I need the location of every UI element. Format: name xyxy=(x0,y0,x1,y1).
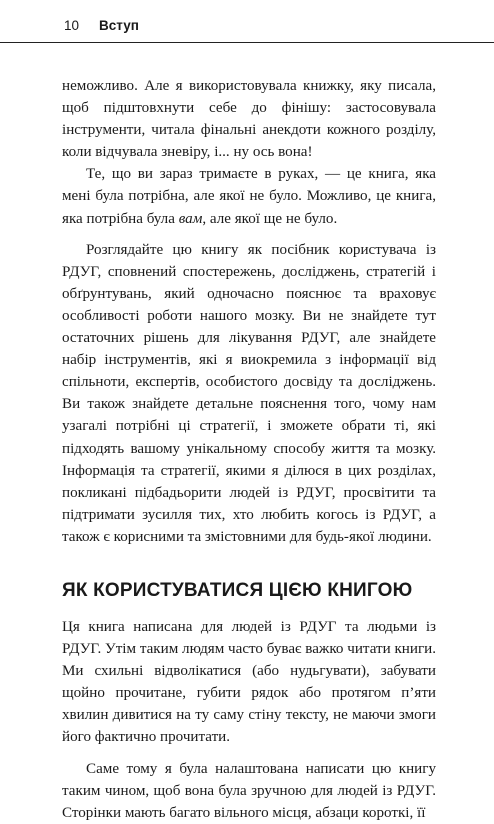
running-header xyxy=(64,18,139,40)
paragraph-2 xyxy=(62,163,436,229)
paragraph-2-text-b: , але якої ще не було. xyxy=(202,210,338,227)
paragraph-4: Ця книга написана для людей із РДУГ та людьми із РДУГ. Утім таким людям часто буває важко читати книги. Ми схильні відволікатися (або нудьгувати), забувати щойно прочитане, губити рядок або протягом п’яти хвилин дивитися на ту саму стіну тексту, не маючи змоги його фактично прочитати. xyxy=(62,618,436,746)
header-rule xyxy=(0,42,494,43)
page-number: 10 xyxy=(64,18,80,33)
paragraph-2-text-a: Те, що ви зараз тримаєте в руках, — це книга, яка мені була потрібна, але якої не було. Можливо, це книга, яка потрібна була xyxy=(62,166,436,227)
paragraph-2-emphasis: вам xyxy=(178,210,203,227)
paragraph-1: неможливо. Але я використовувала книжку, яку писала, щоб підштовхнути себе до фінішу: застосовувала інструменти, читала фінальні анекдоти кожного розділу, коли відчувала зневіру, і... ну ось вона! xyxy=(62,78,436,161)
page-body xyxy=(62,75,436,824)
section-title: Вступ xyxy=(99,18,139,33)
paragraph-3: Розглядайте цю книгу як посібник користувача із РДУГ, сповнений спостережень, досліджень, стратегій і обґрунтувань, який одночасно пояснює та враховує особливості роботи нашого мозку. Ви не знайдете тут остаточних рішень для лікування РДУГ, але знайдете набір інструментів, які я виокремила з інформації від спільноти, експертів, особистого досвіду та досліджень. Ви також знайдете детальне пояснення того, чому нам узагалі потрібні ці стратегії, і зможете обрати ті, які підходять вашому унікальному способу життя та мозку. Інформація та стратегії, якими я ділюся в цих розділах, покликані підбадьорити людей із РДУГ, просвітити та підтримати зусилля тих, хто любить когось із РДУГ, а також є корисними та змістовними для будь-якої людини. xyxy=(62,241,436,545)
paragraph-5: Саме тому я була налаштована написати цю книгу таким чином, щоб вона була зручною для людей із РДУГ. Сторінки мають багато вільного місця, абзаци короткі, її xyxy=(62,760,436,821)
section-heading: ЯК КОРИСТУВАТИСЯ ЦІЄЮ КНИГОЮ xyxy=(62,579,413,601)
